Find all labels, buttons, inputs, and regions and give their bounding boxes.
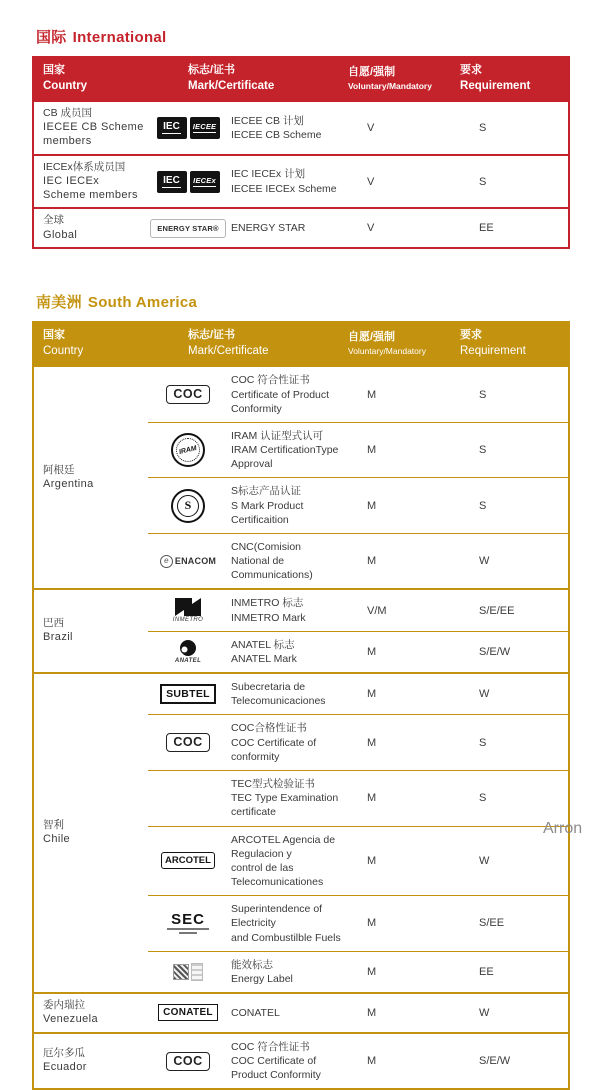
- country-cell: CB 成员国 IECEE CB Scheme members: [33, 101, 148, 155]
- section-south-america: [32, 291, 568, 1090]
- logo-cell: [148, 770, 228, 826]
- requirement-cell: W: [455, 533, 569, 589]
- certificate-cell: ARCOTEL Agencia de Regulacion y control de las Telecomunicationes: [228, 826, 343, 896]
- column-header-country: 国家 Country: [33, 322, 148, 366]
- certificate-cell: CONATEL: [228, 993, 343, 1033]
- logo-cell: [148, 533, 228, 589]
- energy-label-thumb-icon: [191, 963, 203, 981]
- column-header-requirement: 要求 Requirement: [455, 57, 569, 101]
- header-row: [33, 322, 569, 366]
- logo-cell: [148, 208, 228, 248]
- iec-logo: [157, 171, 187, 193]
- header-row: [33, 57, 569, 101]
- voluntary-mandatory-cell: M: [343, 422, 455, 478]
- column-header-mark-certificate: 标志/证书 Mark/Certificate: [148, 322, 343, 366]
- international-table: [32, 56, 570, 249]
- inmetro-glyph-icon: [175, 598, 201, 616]
- table-body: [33, 366, 569, 1089]
- voluntary-mandatory-cell: M: [343, 478, 455, 534]
- logo-cell: [148, 101, 228, 155]
- certificate-cell: S标志产品认证 S Mark Product Certificaition: [228, 478, 343, 534]
- coc-logo: COC: [166, 385, 209, 404]
- logo-cell: [148, 715, 228, 771]
- iecee-logo: [190, 117, 220, 139]
- table-row: [33, 993, 569, 1033]
- logo-cell: [148, 422, 228, 478]
- voluntary-mandatory-cell: M: [343, 770, 455, 826]
- logo-cell: [148, 673, 228, 715]
- country-cell: 全球 Global: [33, 208, 148, 248]
- requirement-cell: W: [455, 673, 569, 715]
- logo-text: ANATEL: [174, 658, 202, 665]
- logo-text: IEC: [163, 175, 180, 187]
- table-row: [33, 673, 569, 715]
- requirement-cell: W: [455, 993, 569, 1033]
- section-title: [36, 26, 568, 47]
- country-cell: 阿根廷 Argentina: [33, 366, 148, 589]
- sec-logo: [167, 912, 209, 934]
- certificate-cell: IEC IECEx 计划 IECEE IECEx Scheme: [228, 155, 343, 209]
- requirement-cell: S: [455, 101, 569, 155]
- south-america-table: [32, 321, 570, 1090]
- certificate-cell: CNC(Comision National de Communications): [228, 533, 343, 589]
- voluntary-mandatory-cell: M: [343, 993, 455, 1033]
- section-title-zh: 国际: [36, 29, 67, 46]
- requirement-cell: S: [455, 770, 569, 826]
- section-title-en: International: [72, 29, 167, 46]
- conatel-logo: CONATEL: [158, 1004, 218, 1021]
- voluntary-mandatory-cell: M: [343, 896, 455, 952]
- column-header-mark-certificate: 标志/证书 Mark/Certificate: [148, 57, 343, 101]
- requirement-cell: S: [455, 155, 569, 209]
- iram-logo: [171, 433, 205, 467]
- certificate-cell: IRAM 认证型式认可 IRAM CertificationType Approval: [228, 422, 343, 478]
- iecex-logo: [190, 171, 220, 193]
- requirement-cell: EE: [455, 208, 569, 248]
- certificate-cell: COC合格性证书 COC Certificate of conformity: [228, 715, 343, 771]
- watermark: Arron: [543, 820, 583, 837]
- logo-text: S: [177, 495, 199, 517]
- voluntary-mandatory-cell: M: [343, 366, 455, 422]
- country-cell: IECEx体系成员国 IEC IECEx Scheme members: [33, 155, 148, 209]
- requirement-cell: S/EE: [455, 896, 569, 952]
- energy-star-logo: ENERGY STAR®: [150, 219, 225, 238]
- voluntary-mandatory-cell: V: [343, 155, 455, 209]
- logo-cell: [148, 478, 228, 534]
- table-row: [33, 208, 569, 248]
- s-mark-logo: [171, 489, 205, 523]
- country-cell: 智利 Chile: [33, 673, 148, 993]
- table-row: [33, 155, 569, 209]
- logo-text: INMETRO: [172, 617, 204, 624]
- logo-cell: [148, 896, 228, 952]
- logo-cell: [148, 631, 228, 673]
- column-header-requirement: 要求 Requirement: [455, 322, 569, 366]
- requirement-cell: S/E/W: [455, 1033, 569, 1090]
- coc-logo: COC: [166, 1052, 209, 1071]
- certificate-cell: ENERGY STAR: [228, 208, 343, 248]
- voluntary-mandatory-cell: V/M: [343, 589, 455, 631]
- anatel-glyph-icon: [177, 639, 199, 657]
- certificate-cell: ANATEL 标志 ANATEL Mark: [228, 631, 343, 673]
- arcotel-logo: ARCOTEL: [161, 852, 215, 869]
- table-row: [33, 589, 569, 631]
- requirement-cell: W: [455, 826, 569, 896]
- table-header: [33, 57, 569, 101]
- energy-label-logo: [173, 963, 203, 981]
- logo-cell: [148, 993, 228, 1033]
- column-header-country: 国家 Country: [33, 57, 148, 101]
- table-header: [33, 322, 569, 366]
- certificate-cell: Superintendence of Electricity and Combustilble Fuels: [228, 896, 343, 952]
- country-cell: 巴西 Brazil: [33, 589, 148, 673]
- logo-cell: [148, 366, 228, 422]
- certificate-cell: 能效标志 Energy Label: [228, 951, 343, 993]
- table-row: [33, 366, 569, 422]
- voluntary-mandatory-cell: M: [343, 631, 455, 673]
- voluntary-mandatory-cell: M: [343, 673, 455, 715]
- enacom-logo: [160, 555, 216, 568]
- voluntary-mandatory-cell: V: [343, 208, 455, 248]
- requirement-cell: S: [455, 422, 569, 478]
- column-header-voluntary-mandatory: 自愿/强制 Voluntary/Mandatory: [343, 322, 455, 366]
- certificate-cell: IECEE CB 计划 IECEE CB Scheme: [228, 101, 343, 155]
- certificate-cell: COC 符合性证书 Certificate of Product Conformity: [228, 366, 343, 422]
- section-international: [32, 26, 568, 249]
- logo-text: IEC: [163, 121, 180, 133]
- voluntary-mandatory-cell: M: [343, 1033, 455, 1090]
- requirement-cell: S/E/EE: [455, 589, 569, 631]
- requirement-cell: S: [455, 715, 569, 771]
- certificate-cell: INMETRO 标志 INMETRO Mark: [228, 589, 343, 631]
- logo-text: IRAM: [178, 444, 198, 456]
- logo-text: ENACOM: [174, 556, 217, 567]
- coc-logo: COC: [166, 733, 209, 752]
- qr-code-icon: [173, 964, 189, 980]
- section-title-en: South America: [87, 294, 198, 312]
- voluntary-mandatory-cell: M: [343, 533, 455, 589]
- certificate-cell: TEC型式检验证书 TEC Type Examination certificate: [228, 770, 343, 826]
- voluntary-mandatory-cell: M: [343, 951, 455, 993]
- logo-cell: [148, 589, 228, 631]
- inmetro-logo: [173, 598, 203, 623]
- logo-cell: [148, 826, 228, 896]
- requirement-cell: EE: [455, 951, 569, 993]
- requirement-cell: S/E/W: [455, 631, 569, 673]
- logo-cell: [148, 1033, 228, 1090]
- certificate-cell: COC 符合性证书 COC Certificate of Product Conformity: [228, 1033, 343, 1090]
- certificate-cell: Subecretaria de Telecomunicaciones: [228, 673, 343, 715]
- logo-text: IECEE: [192, 122, 217, 132]
- iec-logo: [157, 117, 187, 139]
- country-cell: 委内瑞拉 Venezuela: [33, 993, 148, 1033]
- table-body: [33, 101, 569, 248]
- voluntary-mandatory-cell: V: [343, 101, 455, 155]
- logo-cell: [148, 155, 228, 209]
- voluntary-mandatory-cell: M: [343, 826, 455, 896]
- table-row: [33, 101, 569, 155]
- requirement-cell: S: [455, 366, 569, 422]
- table-row: [33, 1033, 569, 1090]
- voluntary-mandatory-cell: M: [343, 715, 455, 771]
- logo-text: SEC: [171, 911, 205, 929]
- country-cell: 厄尔多瓜 Ecuador: [33, 1033, 148, 1090]
- section-title-zh: 南美洲: [36, 294, 82, 312]
- logo-cell: [148, 951, 228, 993]
- subtel-logo: SUBTEL: [160, 684, 216, 704]
- enacom-e-icon: [160, 555, 173, 568]
- column-header-voluntary-mandatory: 自愿/强制 Voluntary/Mandatory: [343, 57, 455, 101]
- logo-text: IECEx: [193, 176, 216, 186]
- anatel-logo: [175, 639, 201, 664]
- requirement-cell: S: [455, 478, 569, 534]
- section-title: [36, 291, 568, 312]
